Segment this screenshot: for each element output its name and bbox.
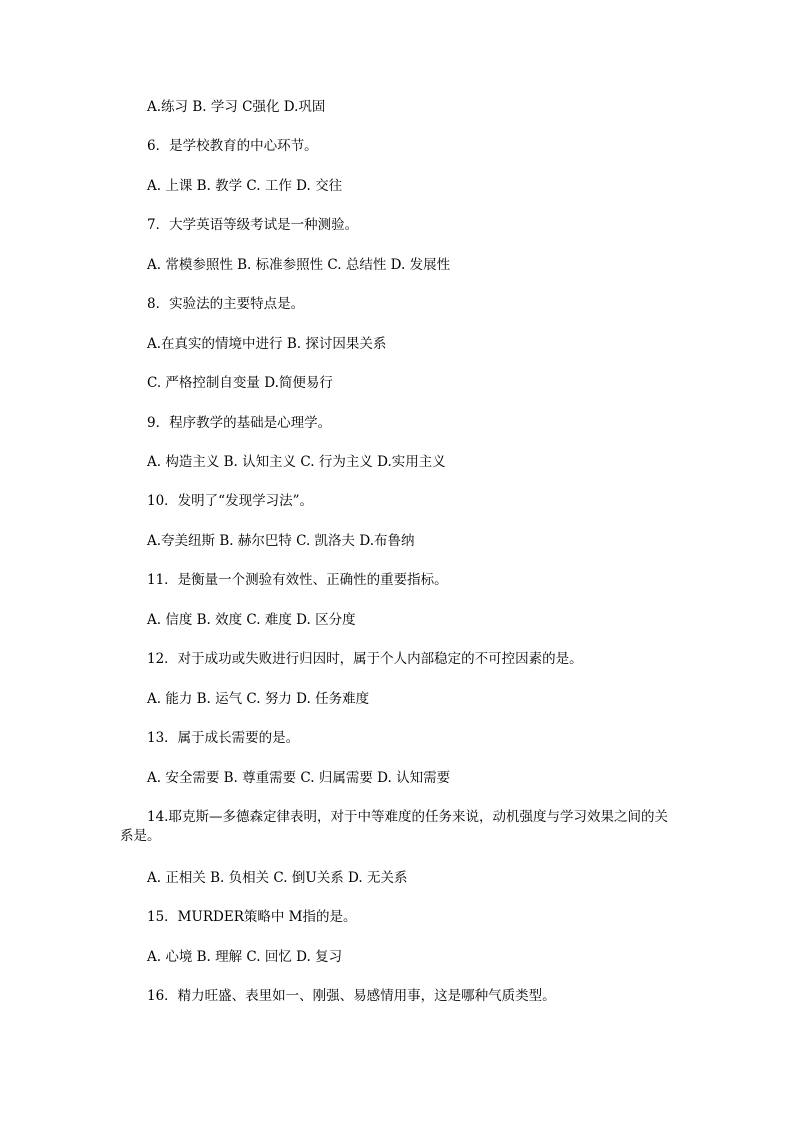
answer-options-10: A.夸美纽斯 B. 赫尔巴特 C. 凯洛夫 D.布鲁纳 (147, 533, 415, 549)
question-16: 16．精力旺盛、表里如一、刚强、易感情用事，这是哪种气质类型。 (147, 988, 556, 1004)
answer-options-7: A. 常模参照性 B. 标准参照性 C. 总结性 D. 发展性 (147, 257, 451, 273)
answer-options-8b: C. 严格控制自变量 D.简便易行 (147, 375, 333, 391)
answer-options-13: A. 安全需要 B. 尊重需要 C. 归属需要 D. 认知需要 (147, 770, 451, 786)
answer-options-12: A. 能力 B. 运气 C. 努力 D. 任务难度 (147, 691, 370, 707)
answer-options-8a: A.在真实的情境中进行 B. 探讨因果关系 (147, 336, 387, 352)
question-14: 14.耶克斯—多德森定律表明，对于中等难度的任务来说，动机强度与学习效果之间的关系是。 (120, 809, 668, 844)
question-9: 9．程序教学的基础是心理学。 (147, 415, 332, 431)
question-7: 7．大学英语等级考试是一种测验。 (147, 217, 359, 233)
question-6: 6．是学校教育的中心环节。 (147, 138, 318, 154)
answer-options-15: A. 心境 B. 理解 C. 回忆 D. 复习 (147, 949, 343, 965)
question-12: 12．对于成功或失败进行归因时，属于个人内部稳定的不可控因素的是。 (147, 651, 583, 667)
question-11: 11．是衡量一个测验有效性、正确性的重要指标。 (147, 572, 448, 588)
answer-options-9: A. 构造主义 B. 认知主义 C. 行为主义 D.实用主义 (147, 454, 446, 470)
answer-options-14: A. 正相关 B. 负相关 C. 倒U关系 D. 无关系 (147, 870, 408, 886)
question-13: 13．属于成长需要的是。 (147, 730, 300, 746)
question-8: 8．实验法的主要特点是。 (147, 296, 305, 312)
answer-options-11: A. 信度 B. 效度 C. 难度 D. 区分度 (147, 612, 356, 628)
answer-options-5: A.练习 B. 学习 C强化 D.巩固 (147, 99, 326, 115)
question-15: 15．MURDER策略中 M指的是。 (147, 909, 357, 925)
question-10: 10．发明了“发现学习法”。 (147, 493, 313, 509)
answer-options-6: A. 上课 B. 教学 C. 工作 D. 交往 (147, 178, 343, 194)
